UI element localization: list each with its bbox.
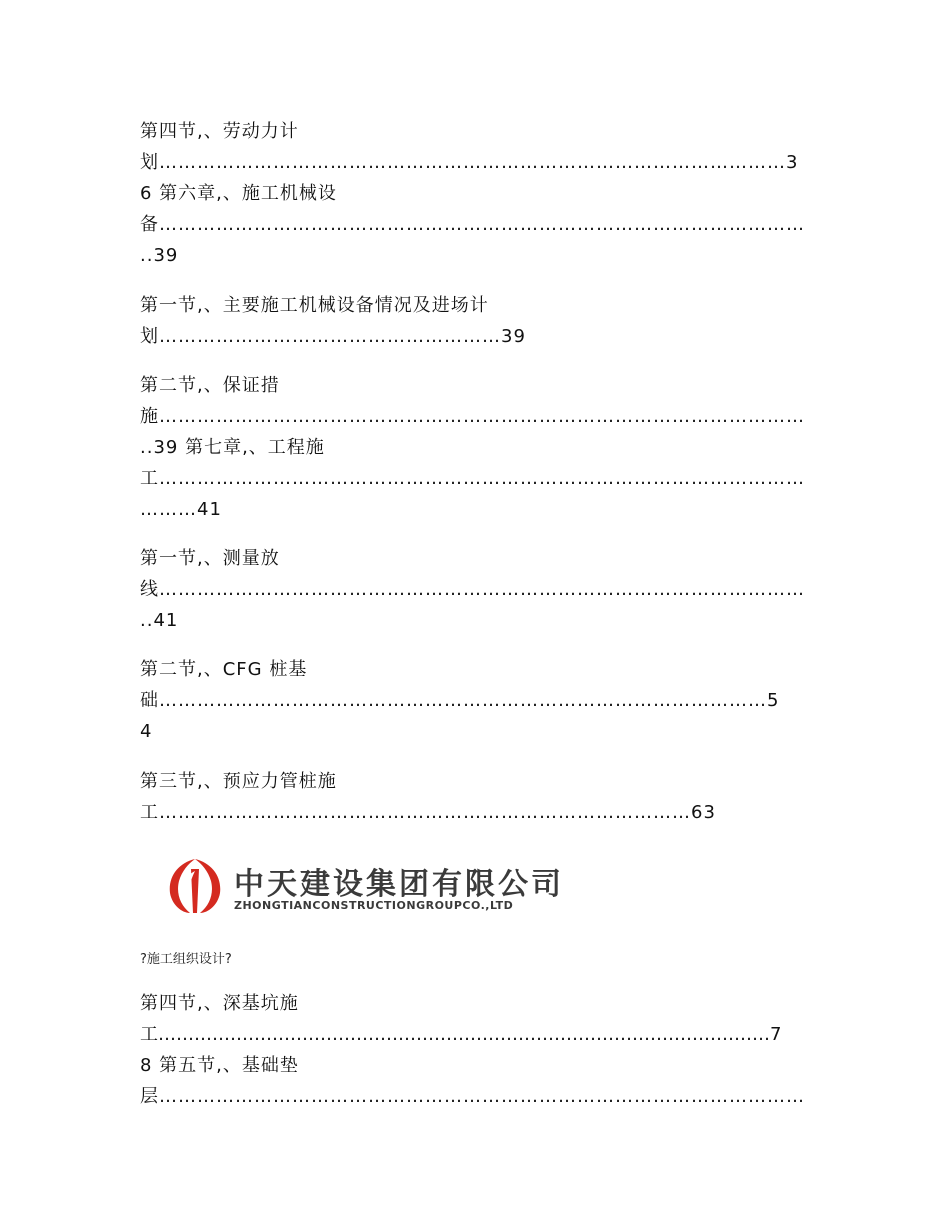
toc-entry-leader: 工…………………………………………………………………………………………	[140, 468, 805, 489]
company-name-cn: 中天建设集团有限公司	[234, 867, 564, 902]
toc-entry-heading: 6 第六章,、施工机械设	[140, 183, 337, 204]
toc-entry-leader: 施…………………………………………………………………………………………	[140, 406, 805, 427]
company-logo-icon	[164, 855, 226, 917]
toc-entry-heading: ..39 第七章,、工程施	[140, 437, 325, 458]
toc-entry-leader: 层…………………………………………………………………………………………	[140, 1086, 805, 1107]
toc-entry-page: 4	[140, 721, 153, 742]
toc-entry-heading: 8 第五节,、基础垫	[140, 1055, 299, 1076]
toc-entry-page: ………41	[140, 499, 222, 520]
toc-entry-heading: 第三节,、预应力管桩施	[140, 771, 337, 792]
toc-entry-leader: 础……………………………………………………………………………………5	[140, 690, 780, 711]
company-name-en: ZHONGTIANCONSTRUCTIONGROUPCO.,LTD	[234, 899, 514, 912]
toc-entry-heading: 第四节,、深基坑施	[140, 993, 299, 1014]
toc-entry-leader: 划………………………………………………39	[140, 326, 526, 347]
toc-entry-page: ..41	[140, 610, 179, 631]
toc-entry-heading: 第一节,、测量放	[140, 548, 280, 569]
toc-entry-heading: 第一节,、主要施工机械设备情况及进场计	[140, 295, 489, 316]
toc-entry-heading: 第二节,、CFG 桩基	[140, 659, 308, 680]
company-logo	[164, 855, 584, 917]
toc-entry-leader: 工…………………………………………………………………………………………7	[140, 1024, 782, 1045]
page-header-caption: ?施工组织设计?	[140, 952, 232, 967]
toc-entry-heading: 第四节,、劳动力计	[140, 121, 299, 142]
toc-entry-heading: 第二节,、保证措	[140, 375, 280, 396]
toc-entry-leader: 工…………………………………………………………………………63	[140, 802, 716, 823]
toc-entry-leader: 备…………………………………………………………………………………………	[140, 214, 805, 235]
toc-entry-leader: 线…………………………………………………………………………………………	[140, 579, 805, 600]
toc-entry-page: ..39	[140, 245, 179, 266]
toc-entry-leader: 划………………………………………………………………………………………3	[140, 152, 799, 173]
